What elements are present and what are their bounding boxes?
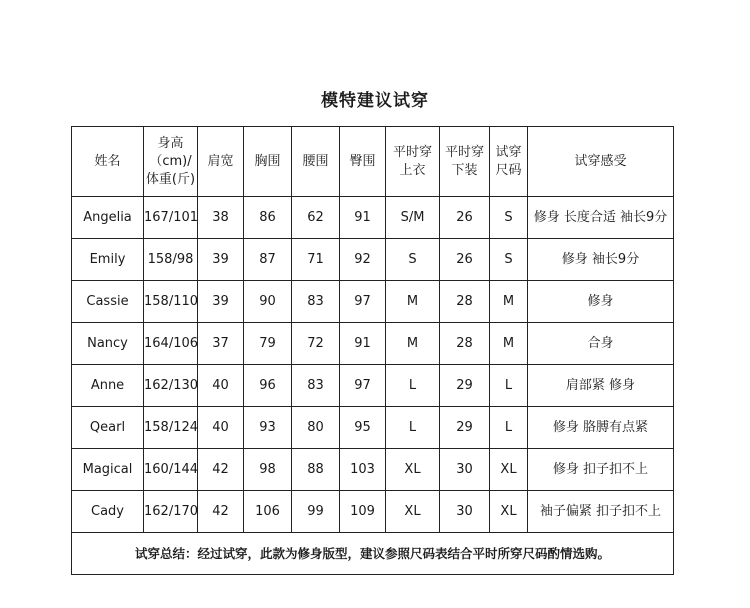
cell-hip: 103 bbox=[340, 449, 386, 491]
header-usual-bottom: 平时穿 下装 bbox=[440, 127, 490, 197]
cell-shoulder: 39 bbox=[198, 281, 244, 323]
cell-name: Cassie bbox=[72, 281, 144, 323]
cell-name: Cady bbox=[72, 491, 144, 533]
table-row bbox=[72, 281, 674, 323]
cell-chest: 96 bbox=[244, 365, 292, 407]
table-row bbox=[72, 449, 674, 491]
cell-try: XL bbox=[490, 449, 528, 491]
cell-height-weight: 158/98 bbox=[144, 239, 198, 281]
cell-feel: 修身 bbox=[528, 281, 674, 323]
cell-chest: 90 bbox=[244, 281, 292, 323]
header-height-weight: 身高 （cm)/ 体重(斤) bbox=[144, 127, 198, 197]
cell-height-weight: 158/124 bbox=[144, 407, 198, 449]
header-feel: 试穿感受 bbox=[528, 127, 674, 197]
cell-try: L bbox=[490, 407, 528, 449]
cell-try: M bbox=[490, 281, 528, 323]
table-row bbox=[72, 365, 674, 407]
table-row bbox=[72, 197, 674, 239]
cell-waist: 99 bbox=[292, 491, 340, 533]
table-row bbox=[72, 239, 674, 281]
cell-chest: 98 bbox=[244, 449, 292, 491]
cell-height-weight: 160/144 bbox=[144, 449, 198, 491]
header-try-size: 试穿 尺码 bbox=[490, 127, 528, 197]
cell-hip: 95 bbox=[340, 407, 386, 449]
cell-waist: 80 bbox=[292, 407, 340, 449]
cell-shoulder: 39 bbox=[198, 239, 244, 281]
cell-height-weight: 164/106 bbox=[144, 323, 198, 365]
cell-feel: 修身 扣子扣不上 bbox=[528, 449, 674, 491]
cell-height-weight: 162/130 bbox=[144, 365, 198, 407]
cell-feel: 袖子偏紧 扣子扣不上 bbox=[528, 491, 674, 533]
cell-top: XL bbox=[386, 449, 440, 491]
cell-hip: 91 bbox=[340, 323, 386, 365]
table-row bbox=[72, 491, 674, 533]
cell-name: Nancy bbox=[72, 323, 144, 365]
cell-name: Anne bbox=[72, 365, 144, 407]
cell-try: M bbox=[490, 323, 528, 365]
page-title: 模特建议试穿 bbox=[321, 91, 429, 111]
cell-height-weight: 158/110 bbox=[144, 281, 198, 323]
cell-try: L bbox=[490, 365, 528, 407]
table-row bbox=[72, 323, 674, 365]
cell-try: S bbox=[490, 197, 528, 239]
cell-name: Qearl bbox=[72, 407, 144, 449]
cell-chest: 79 bbox=[244, 323, 292, 365]
cell-bottom: 26 bbox=[440, 239, 490, 281]
cell-bottom: 28 bbox=[440, 323, 490, 365]
table-row bbox=[72, 407, 674, 449]
cell-feel: 肩部紧 修身 bbox=[528, 365, 674, 407]
cell-top: S/M bbox=[386, 197, 440, 239]
cell-shoulder: 37 bbox=[198, 323, 244, 365]
header-name: 姓名 bbox=[72, 127, 144, 197]
cell-bottom: 30 bbox=[440, 491, 490, 533]
cell-chest: 106 bbox=[244, 491, 292, 533]
cell-shoulder: 40 bbox=[198, 365, 244, 407]
cell-shoulder: 42 bbox=[198, 449, 244, 491]
header-waist: 腰围 bbox=[292, 127, 340, 197]
model-fitting-table bbox=[71, 126, 674, 575]
cell-bottom: 29 bbox=[440, 365, 490, 407]
cell-bottom: 28 bbox=[440, 281, 490, 323]
header-usual-top: 平时穿 上衣 bbox=[386, 127, 440, 197]
summary-row bbox=[72, 533, 674, 575]
cell-name: Angelia bbox=[72, 197, 144, 239]
cell-height-weight: 162/170 bbox=[144, 491, 198, 533]
cell-top: XL bbox=[386, 491, 440, 533]
cell-try: S bbox=[490, 239, 528, 281]
cell-name: Magical bbox=[72, 449, 144, 491]
cell-shoulder: 38 bbox=[198, 197, 244, 239]
cell-feel: 合身 bbox=[528, 323, 674, 365]
cell-feel: 修身 袖长9分 bbox=[528, 239, 674, 281]
cell-top: M bbox=[386, 281, 440, 323]
header-row bbox=[72, 127, 674, 197]
fitting-summary: 试穿总结：经过试穿，此款为修身版型，建议参照尺码表结合平时所穿尺码酌情选购。 bbox=[72, 533, 674, 575]
cell-waist: 72 bbox=[292, 323, 340, 365]
cell-hip: 97 bbox=[340, 281, 386, 323]
cell-waist: 83 bbox=[292, 365, 340, 407]
cell-name: Emily bbox=[72, 239, 144, 281]
cell-waist: 83 bbox=[292, 281, 340, 323]
cell-waist: 88 bbox=[292, 449, 340, 491]
cell-bottom: 29 bbox=[440, 407, 490, 449]
header-shoulder: 肩宽 bbox=[198, 127, 244, 197]
cell-top: S bbox=[386, 239, 440, 281]
cell-top: L bbox=[386, 407, 440, 449]
cell-hip: 109 bbox=[340, 491, 386, 533]
cell-bottom: 30 bbox=[440, 449, 490, 491]
cell-top: L bbox=[386, 365, 440, 407]
cell-bottom: 26 bbox=[440, 197, 490, 239]
cell-shoulder: 40 bbox=[198, 407, 244, 449]
cell-try: XL bbox=[490, 491, 528, 533]
cell-shoulder: 42 bbox=[198, 491, 244, 533]
cell-feel: 修身 胳膊有点紧 bbox=[528, 407, 674, 449]
cell-hip: 92 bbox=[340, 239, 386, 281]
cell-chest: 87 bbox=[244, 239, 292, 281]
cell-feel: 修身 长度合适 袖长9分 bbox=[528, 197, 674, 239]
header-chest: 胸围 bbox=[244, 127, 292, 197]
cell-waist: 62 bbox=[292, 197, 340, 239]
cell-chest: 86 bbox=[244, 197, 292, 239]
header-hip: 臀围 bbox=[340, 127, 386, 197]
cell-top: M bbox=[386, 323, 440, 365]
cell-hip: 97 bbox=[340, 365, 386, 407]
cell-waist: 71 bbox=[292, 239, 340, 281]
cell-chest: 93 bbox=[244, 407, 292, 449]
cell-height-weight: 167/101 bbox=[144, 197, 198, 239]
cell-hip: 91 bbox=[340, 197, 386, 239]
